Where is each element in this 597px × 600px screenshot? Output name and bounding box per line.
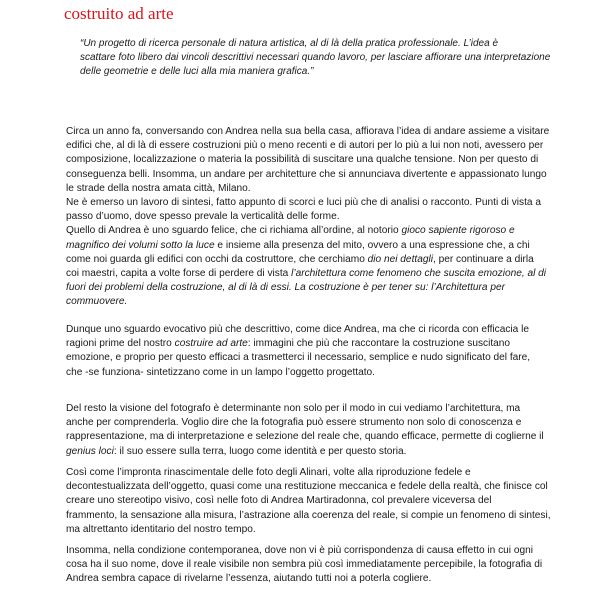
text-line	[66, 224, 536, 238]
text-line	[66, 323, 536, 337]
text-line	[66, 416, 536, 430]
paragraph-5	[66, 466, 551, 537]
body-text: emozione, e proprio per questo efficaci a trasmetterci il necessario, semplice e nudo significato del fare,	[66, 352, 531, 364]
text-line	[66, 239, 536, 253]
body-text: come noi guarda gli edifici con occhi da costruttore, che cerchiamo	[66, 253, 368, 265]
body-text: ragioni prime del nostro	[66, 338, 175, 350]
paragraph-2	[66, 196, 547, 310]
text-line	[66, 572, 536, 586]
body-text: composizione, localizzazione o materia la possibilità di suscitare una qualche tensione. Non per questo di	[66, 154, 539, 166]
body-text: : il suo essere sulla terra, luogo come identità e per questo storia.	[113, 445, 407, 457]
body-text: anche per comprenderla. Voglio dire che la fotografia può essere strumento non solo di conoscenza e	[66, 417, 522, 429]
text-line	[66, 139, 544, 153]
quote-line: delle geometrie e delle luci alla mia maniera grafica.”	[80, 66, 314, 78]
text-line	[66, 182, 536, 196]
italic-text: l’architettura come fenomeno che suscita emozione, al di	[291, 267, 547, 279]
text-line	[66, 466, 536, 480]
paragraph-1	[66, 125, 550, 196]
italic-text: commuovere.	[66, 296, 128, 308]
body-text: conseguenza belli. Insomma, un andare per architetture che si annunciava divertente e appassionato lungo	[66, 168, 547, 180]
text-line	[66, 351, 536, 365]
body-text: le strade della nostra amata città, Milano.	[66, 182, 251, 194]
body-text: Quello di Andrea è uno sguardo felice, che ci richiama all’ordine, al notorio	[66, 225, 402, 237]
body-text: ma altrettanto identitario del nostro tempo.	[66, 523, 256, 535]
text-line	[66, 509, 551, 523]
body-text: Dunque uno sguardo evocativo più che descrittivo, come dice Andrea, ma che ci ricorda con efficacia le	[66, 324, 530, 335]
paragraph-6	[66, 544, 543, 587]
paragraph-4	[66, 402, 544, 459]
body-text: Così come l’impronta rinascimentale delle foto degli Alinari, volte alla riproduzione fedele e	[66, 467, 471, 478]
quote-line: “Un progetto di ricerca personale di natura artistica, al di là della pratica professionale. L’idea è	[80, 38, 499, 49]
text-line	[66, 402, 536, 416]
text-line	[66, 445, 536, 459]
body-text: che -se funziona- sintetizzano come in un lampo l’oggetto progettato.	[66, 366, 375, 378]
body-text: frammento, la sensazione alla misura, l’astrazione alla coerenza del reale, si compie un fenomeno di sintesi,	[66, 509, 551, 521]
text-line	[66, 267, 547, 281]
body-text: e insieme alla presenza del mito, ovvero a una espressione che, a chi	[214, 239, 530, 251]
body-text: rappresentazione, ma di interpretazione e selezione del reale che, quando efficace, permette di coglierne il	[66, 431, 544, 443]
text-line	[66, 153, 539, 167]
text-line	[66, 523, 536, 537]
text-line	[66, 281, 536, 295]
body-text: cosa ha il suo nome, dove il reale visibile non sembra più così immediatamente percepibile, la fotografia di	[66, 559, 543, 571]
italic-text: magnifico dei volumi sotto la luce	[66, 239, 215, 251]
text-line	[66, 253, 536, 267]
paragraph-3	[66, 323, 536, 380]
text-line	[66, 544, 536, 558]
document-title: costruito ad arte	[64, 4, 174, 23]
text-line	[66, 168, 547, 182]
quote-line: scattare foto libero dai vincoli descrittivi necessari quando lavoro, per lasciare affiorare una interpretazione	[80, 52, 551, 64]
text-line	[66, 480, 548, 494]
italic-text: genius loci	[66, 445, 114, 457]
body-text: decontestualizzata dell’oggetto, quasi come una restituzione meccanica e fedele della realtà, che finisce col	[66, 481, 548, 493]
italic-text: gioco sapiente rigoroso e	[401, 225, 515, 237]
body-text: : immagini che più che raccontare la costruzione suscitano	[247, 338, 511, 350]
body-text: Insomma, nella condizione contemporanea, dove non vi è più corrispondenza di causa effetto in cui ogni	[66, 545, 533, 556]
text-line	[66, 494, 536, 508]
text-line	[66, 125, 550, 139]
intro-quote	[80, 37, 550, 80]
text-line	[66, 337, 536, 351]
body-text: creare uno stereotipo visivo, così nelle foto di Andrea Martiradonna, col prevalere viceversa del	[66, 495, 492, 507]
italic-text: costruire ad arte	[174, 338, 248, 350]
body-text: Andrea sembra capace di rivelarne l’essenza, aiutando tutti noi a poterla cogliere.	[66, 573, 432, 585]
body-text: Ne è emerso un lavoro di sintesi, fatto appunto di scorci e luci più che di analisi o racconto. Punti di vista a	[66, 197, 542, 208]
body-text: edifici che, al di là di essere costruzioni più o meno recenti e di autori per lo più a lui non noti, avessero per	[66, 140, 544, 152]
italic-text: fuori dei problemi della costruzione, al di là di essi. La costruzione è per tener su: l’Architettura per	[66, 282, 505, 294]
body-text: Del resto la visione del fotografo è determinante non solo per il modo in cui vediamo l’architettura, ma	[66, 403, 521, 414]
text-line	[66, 558, 543, 572]
text-line	[66, 210, 536, 224]
body-text: , per continuare a dirla	[432, 253, 534, 265]
body-text: Circa un anno fa, conversando con Andrea nella sua bella casa, affiorava l’idea di andare assieme a visitare	[66, 126, 550, 137]
text-line	[66, 295, 536, 309]
body-text: passo d’uomo, dove spesso prevale la verticalità delle forme.	[66, 211, 340, 223]
text-line	[66, 430, 544, 444]
body-text: coi maestri, capita a volte forse di perdere di vista	[66, 267, 292, 279]
text-line	[66, 366, 536, 380]
italic-text: dio nei dettagli	[367, 253, 433, 265]
text-line	[66, 196, 542, 210]
